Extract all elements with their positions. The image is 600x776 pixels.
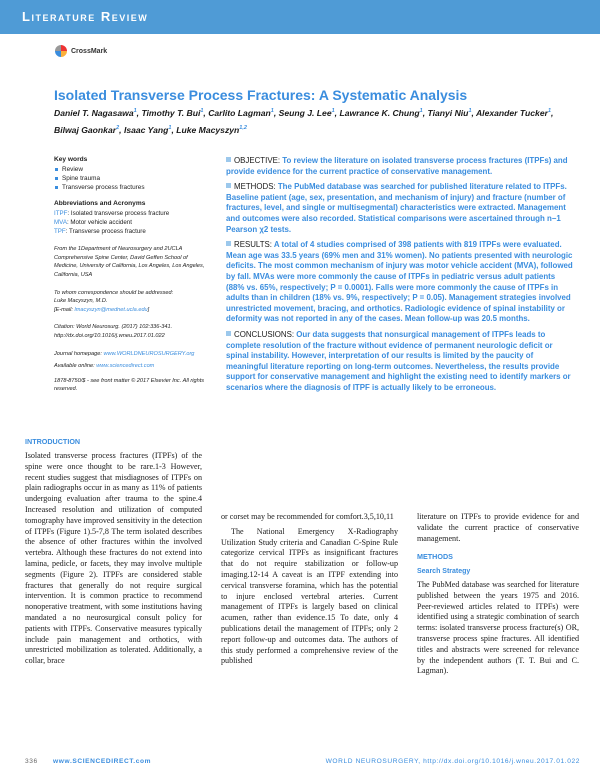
search-strategy-heading: Search Strategy (417, 568, 471, 576)
sciencedirect-link[interactable]: www.SCIENCEDIRECT.com (53, 758, 152, 765)
email-end: ] (147, 306, 150, 313)
correspondence-author: Luke Macyszyn, M.D. (54, 298, 108, 305)
correspondence-email-line (54, 306, 208, 315)
online-link[interactable]: www.sciencedirect.com (96, 363, 155, 370)
author-name: Tianyi Niu (427, 107, 469, 118)
abstract-text: The PubMed database was searched for published literature related to ITPFs. Baseline patient (age, sex, presentation, and mechanism of injury) and fracture (number of fractures, level, and single or multisegmental) characteristics were extracted. Management and outcomes were also recorded. Statistical comparisons were ascertained through n−1 Pearson χ2 tests. (226, 182, 567, 234)
email-label: [E-mail: (54, 306, 75, 313)
crossmark-badge[interactable] (54, 44, 107, 58)
author-affiliation-mark: 1 (270, 108, 274, 114)
online-label: Available online: (54, 363, 97, 370)
abstract-heading: METHODS: (234, 182, 276, 192)
affiliation-note: From the 1Department of Neurosurgery and 2UCLA Comprehensive Spine Center, David Geffen School of Medicine, University of California, Los Angeles, Los Angeles, California, USA (54, 246, 205, 278)
abbreviations-heading: Abbreviations and Acronyms (54, 199, 146, 207)
correspondence-note (54, 289, 208, 315)
author-name: Isaac Yang (123, 124, 169, 135)
crossmark-icon (54, 44, 68, 58)
body-column-1: Isolated transverse process fractures (ITPFs) of the spine were once thought to be rare.1-3 However, recent studies suggest that misdiagnoses of ITPFs on plain radiographs occur in as many as 11% of patients undergoing evaluation after trauma to the spine.4 Increased resolution and utilization of computed tomography have improved sensitivity in the detection of ITPFs (Figure 1).5-7,8 The term isolated describes the absence of other fractures within the involved vertebra. Although these fractures do not extend into lamina, pedicle, or facets, they may involve multiple segments (Figure 2). ITPFs are considered stable fractures that generally do not require surgical intervention. It is common practice to recommend nonoperative treatment, with some institutions having mandated a no neurosurgical consult policy for patients with ITPFs. Conservative measures typically include pain management and orthotics, with unrestricted mobilization as tolerated. Additionally, a collar, brace (25, 451, 202, 666)
keyword-item: Review (54, 165, 208, 174)
author-name: Luke Macyszyn (176, 124, 240, 135)
author-affiliation-mark: 1,2 (239, 124, 247, 131)
abstract-objective (226, 156, 574, 177)
bullet-square-icon (226, 241, 231, 246)
author-affiliation-mark: 1 (168, 124, 172, 131)
body-paragraph: The PubMed database was searched for literature published between the years 1975 and 2016. Peer-reviewed articles related to ITPFs) were identified using a strategic combination of search terms: isolated transverse process fracture(s) OR, transverse process spine fractures. All identified titles and abstracts were screened for relevance by the independent authors (T. T. Bui and C. Lagman). (417, 579, 579, 676)
abstract-conclusions (226, 330, 574, 394)
author-affiliation-mark: 2 (116, 124, 120, 131)
abstract-heading: OBJECTIVE: (234, 156, 281, 165)
introduction-heading: INTRODUCTION (25, 437, 81, 446)
email-link[interactable]: lmacyszyn@mednet.ucla.edu (74, 306, 148, 313)
page-footer (25, 756, 580, 770)
methods-heading: METHODS (417, 552, 453, 562)
body-paragraph: The National Emergency X-Radiography Utilization Study criteria and Canadian C-Spine Rule categorize cervical ITPFs as insignificant fractures that do not require stabilization or follow-up imaging.12-14 A caveat is an ITPF extending into cervical transverse foramina, which has the potential to injure enclosed vertebral arteries. Current management of ITPFs is largely based on clinical acumen, rather than evidence.15 To date, only 4 publications detail the management of ITPFs; only 2 report follow-up and outcomes data. The authors of this study performed a comprehensive review of the published (221, 526, 398, 666)
abbreviation-value: : Isolated transverse process fracture (67, 209, 170, 217)
bullet-square-icon (226, 157, 231, 162)
author-affiliation-mark: 1 (331, 108, 335, 114)
abbreviation-key: TPF (54, 228, 66, 236)
bullet-square-icon (226, 331, 231, 336)
keywords-heading: Key words (54, 156, 88, 163)
body-column-2 (221, 512, 398, 667)
keyword-item: Transverse process fractures (54, 183, 208, 192)
author-affiliation-mark: 1 (133, 108, 137, 114)
author-name: Alexander Tucker (475, 107, 548, 118)
author-affiliation-mark: 1 (468, 108, 472, 114)
abstract (226, 156, 574, 398)
author-name: Timothy T. Bui (141, 107, 201, 118)
author-name: Lawrance K. Chung (339, 107, 420, 118)
abbreviation-item (54, 209, 208, 218)
keyword-item: Spine trauma (54, 174, 208, 183)
abbreviation-key: MVA (54, 218, 67, 226)
abstract-text: Our data suggests that nonsurgical management of ITPFs leads to complete resolution of the fracture without evidence of permanent neurologic deficit or spinal instability. However, interpretation of our results is limited by the paucity of meaningful literature reporting on long-term outcomes. Nevertheless, the results provide support for conservative management and highlight the existing need to identify markers or scenarios where the diagnosis of ITPF is actually likely to be erroneous. (226, 329, 571, 392)
author-name: Bilwaj Gaonkar (54, 124, 117, 135)
doi-link[interactable]: http://dx.doi.org/10.1016/j.wneu.2017.01.022 (54, 332, 165, 339)
online-note (54, 362, 208, 371)
citation-note (54, 323, 208, 340)
body-paragraph: literature on ITPFs to provide evidence for and validate the current practice of conservative management. (417, 512, 579, 543)
abbreviation-item (54, 218, 208, 227)
author-affiliation-mark: 1 (419, 108, 423, 114)
abstract-heading: CONCLUSIONS: (234, 329, 295, 339)
article-title: Isolated Transverse Process Fractures: A Systematic Analysis (54, 87, 468, 103)
abstract-text: A total of 4 studies comprised of 398 patients with 819 ITPFs were evaluated. Mean age was 33.5 years (69% men and 31% women). No patients presented with neurologic deficits. The most common mechanism of injury was motor vehicle accident (MVA), followed by fall. MVAs were more commonly the cause of ITPFs in pediatric versus adult patients (88% vs. 65%, respectively; P = 0.0001). Falls were more commonly the cause of ITPFs in adults than in children (18% vs. 9%, respectively; P = 0.05). Management strategies involved unrestricted movement, bracing, and orthotics. Radiologic evidence of spinal instability or deformity was not reported in any of the cases. Mean follow-up was 20.5 months. (226, 240, 573, 324)
author-name: Seung J. Lee (278, 107, 332, 118)
journal-doi[interactable]: WORLD NEUROSURGERY, http://dx.doi.org/10.1016/j.wneu.2017.01.022 (325, 758, 580, 765)
crossmark-label: CrossMark (71, 47, 108, 55)
page-number: 336 (25, 758, 38, 765)
author-affiliation-mark: 1 (200, 108, 204, 114)
abstract-text: To review the literature on isolated transverse process fractures (ITPFs) and provide evidence for the current practice of conservative management. (226, 156, 568, 176)
author-name: Daniel T. Nagasawa (54, 107, 134, 118)
author-affiliation-mark: 1 (547, 108, 551, 114)
front-matter (54, 156, 208, 394)
abstract-heading: RESULTS: (234, 240, 272, 250)
correspondence-line: To whom correspondence should be addressed: (54, 289, 174, 296)
body-paragraph: or corset may be recommended for comfort.3,5,10,11 (221, 512, 394, 521)
author-name: Carlito Lagman (208, 107, 271, 118)
abbreviation-item (54, 227, 208, 236)
section-label: Literature Review (22, 9, 149, 24)
abbreviation-value: : Transverse process fracture (65, 228, 146, 236)
section-banner (0, 0, 600, 34)
citation-text: Citation: World Neurosurg. (2017) 102:336-341. (54, 324, 173, 331)
homepage-link[interactable]: www.WORLDNEUROSURGERY.org (103, 350, 195, 357)
abstract-methods (226, 182, 574, 235)
abbreviation-value: : Motor vehicle accident (66, 218, 132, 226)
copyright-note: 1878-8750/$ - see front matter © 2017 Elsevier Inc. All rights reserved. (54, 377, 205, 393)
body-column-3 (417, 512, 579, 677)
homepage-label: Journal homepage: (54, 350, 104, 357)
bullet-square-icon (226, 183, 231, 188)
abbreviation-key: ITPF (54, 209, 68, 217)
homepage-note (54, 350, 208, 359)
abstract-results (226, 240, 574, 325)
author-list: Daniel T. Nagasawa$^1$, Timothy T. Bui$^1$, Carlito Lagman$^1$, Seung J. Lee$^1$, Lawrance K. Chung$^1$, Tianyi Niu$^1$, Alexander Tucker$^1$, Bilwaj Gaonkar$^2$, Isaac Yang$^1$, Luke Macyszyn$^{1,2}$ (54, 107, 554, 135)
keyword-list (54, 165, 208, 193)
